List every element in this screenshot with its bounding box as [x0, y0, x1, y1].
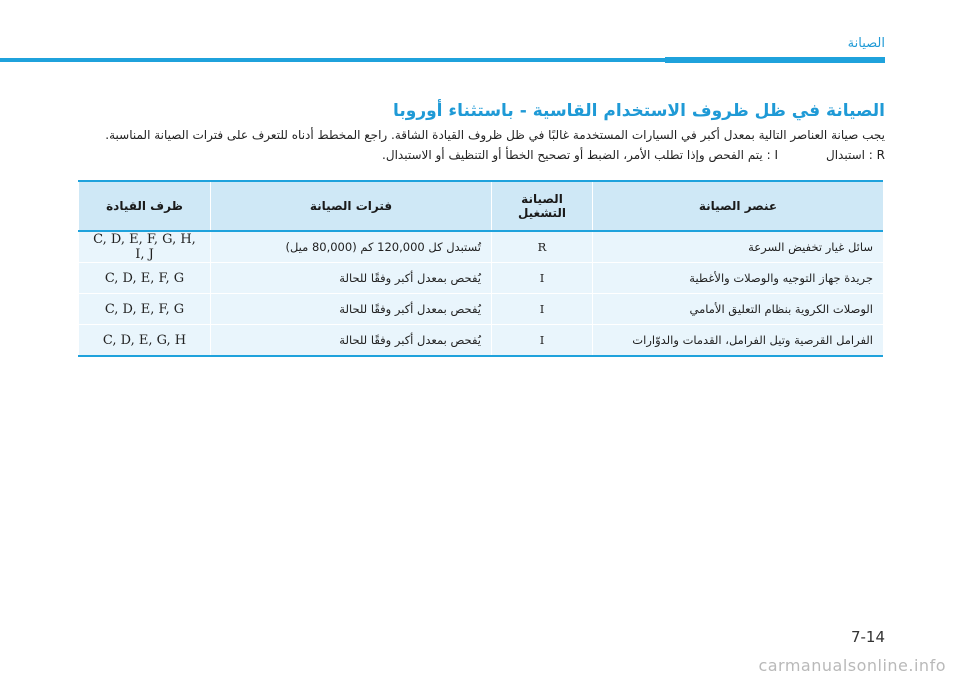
header-title: الصيانة: [847, 36, 885, 51]
cell-item: الوصلات الكروية بنظام التعليق الأمامي: [593, 294, 884, 325]
cell-interval: يُفحص بمعدل أكبر وفقًا للحالة: [211, 263, 492, 294]
watermark: carmanualsonline.info: [758, 656, 946, 675]
table-row: [79, 294, 884, 325]
cell-interval: يُفحص بمعدل أكبر وفقًا للحالة: [211, 325, 492, 357]
header-code: الصيانة التشغيل: [492, 181, 593, 231]
table-row: [79, 325, 884, 357]
header-item: عنصر الصيانة: [593, 181, 884, 231]
header-interval: فترات الصيانة: [211, 181, 492, 231]
intro-line: يجب صيانة العناصر التالية بمعدل أكبر في السيارات المستخدمة غالبًا في ظل ظروف القيادة الشاقة. راجع المخطط أدناه للتعرف على فترات الصيانة المناسبة.: [105, 128, 885, 142]
table-header-row: [79, 181, 884, 231]
cell-item: سائل غيار تخفيض السرعة: [593, 231, 884, 263]
cell-item: الفرامل القرصية وتيل الفرامل، القدمات والدوّارات: [593, 325, 884, 357]
page-number: 7-14: [850, 628, 885, 646]
header-rule-accent: [665, 57, 885, 63]
legend-line: [75, 145, 885, 165]
cell-condition: C, D, E, F, G: [79, 294, 211, 325]
cell-item: جريدة جهاز التوجيه والوصلات والأغطية: [593, 263, 884, 294]
cell-condition: C, D, E, F, G: [79, 263, 211, 294]
cell-condition: C, D, E, G, H: [79, 325, 211, 357]
cell-interval: تُستبدل كل 120,000 كم (80,000 ميل): [211, 231, 492, 263]
table-row: [79, 263, 884, 294]
section-title: الصيانة في ظل ظروف الاستخدام القاسية - باستثناء أوروبا: [393, 101, 885, 121]
header-condition: ظرف القيادة: [79, 181, 211, 231]
legend-inspect: I : يتم الفحص وإذا تطلب الأمر، الضبط أو تصحيح الخطأ أو التنظيف أو الاستبدال.: [382, 148, 778, 162]
cell-code: I: [492, 294, 593, 325]
cell-code: R: [492, 231, 593, 263]
intro-text: [75, 125, 885, 165]
cell-code: I: [492, 325, 593, 357]
cell-code: I: [492, 263, 593, 294]
cell-condition: C, D, E, F, G, H, I, J: [79, 231, 211, 263]
table-row: [79, 231, 884, 263]
maintenance-table: [78, 180, 883, 357]
legend-replace: R : استبدال: [826, 148, 885, 162]
cell-interval: يُفحص بمعدل أكبر وفقًا للحالة: [211, 294, 492, 325]
